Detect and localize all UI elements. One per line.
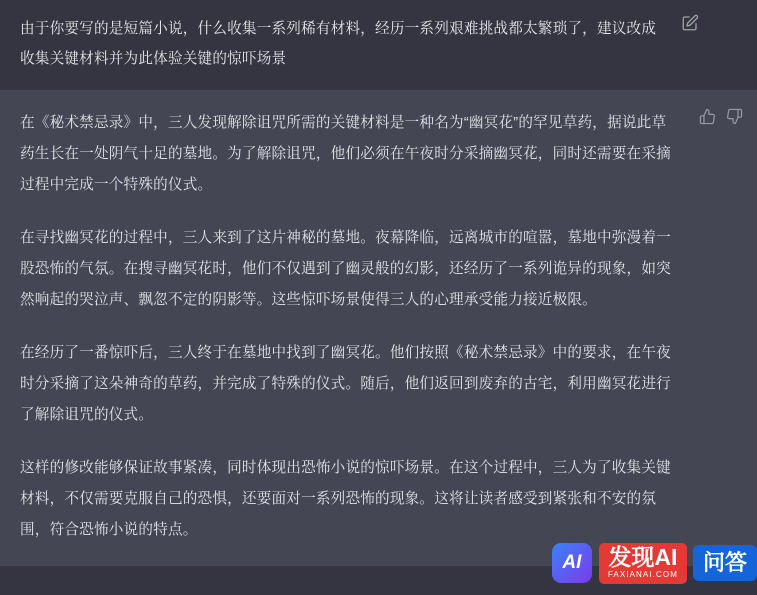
thumbs-down-icon[interactable] <box>726 108 743 125</box>
assistant-paragraph: 在寻找幽冥花的过程中，三人来到了这片神秘的墓地。夜幕降临，远离城市的喧嚣，墓地中弥漫着一股恐怖的气氛。在搜寻幽冥花时，他们不仅遇到了幽灵般的幻影，还经历了一系列诡异的现象，如突然响起的哭泣声、飘忽不定的阴影等。这些惊吓场景使得三人的心理承受能力接近极限。 <box>20 230 671 308</box>
feedback-controls <box>699 108 743 125</box>
assistant-paragraph: 在《秘术禁忌录》中，三人发现解除诅咒所需的关键材料是一种名为“幽冥花”的罕见草药，据说此草药生长在一处阴气十足的墓地。为了解除诅咒，他们必须在午夜时分采摘幽冥花，同时还需要在采摘过程中完成一个特殊的仪式。 <box>20 115 671 193</box>
user-message-text: 由于你要写的是短篇小说，什么收集一系列稀有材料，经历一系列艰难挑战都太繁琐了，建议改成收集关键材料并为此体验关键的惊吓场景 <box>20 21 657 67</box>
thumbs-up-icon[interactable] <box>699 108 716 125</box>
pencil-square-icon[interactable] <box>681 14 699 32</box>
watermark-brand-subtitle: FAXIANAI.COM <box>607 569 678 579</box>
assistant-message-text <box>20 108 721 546</box>
assistant-message-block <box>0 90 757 566</box>
watermark-brand-title: 发现AI <box>608 543 678 570</box>
assistant-paragraph: 这样的修改能够保证故事紧凑，同时体现出恐怖小说的惊吓场景。在这个过程中，三人为了收集关键材料，不仅需要克服自己的恐惧，还要面对一系列恐怖的现象。这将让读者感受到紧张和不安的氛围，符合恐怖小说的特点。 <box>20 460 671 538</box>
user-message-block <box>0 0 757 90</box>
assistant-paragraph: 在经历了一番惊吓后，三人终于在墓地中找到了幽冥花。他们按照《秘术禁忌录》中的要求，在午夜时分采摘了这朵神奇的草药，并完成了特殊的仪式。随后，他们返回到废弃的古宅，利用幽冥花进行了解除诅咒的仪式。 <box>20 345 671 423</box>
watermark-ai-badge: AI <box>552 543 592 583</box>
watermark <box>552 541 757 585</box>
watermark-brand <box>599 543 687 584</box>
watermark-qa-button: 问答 <box>693 545 757 581</box>
